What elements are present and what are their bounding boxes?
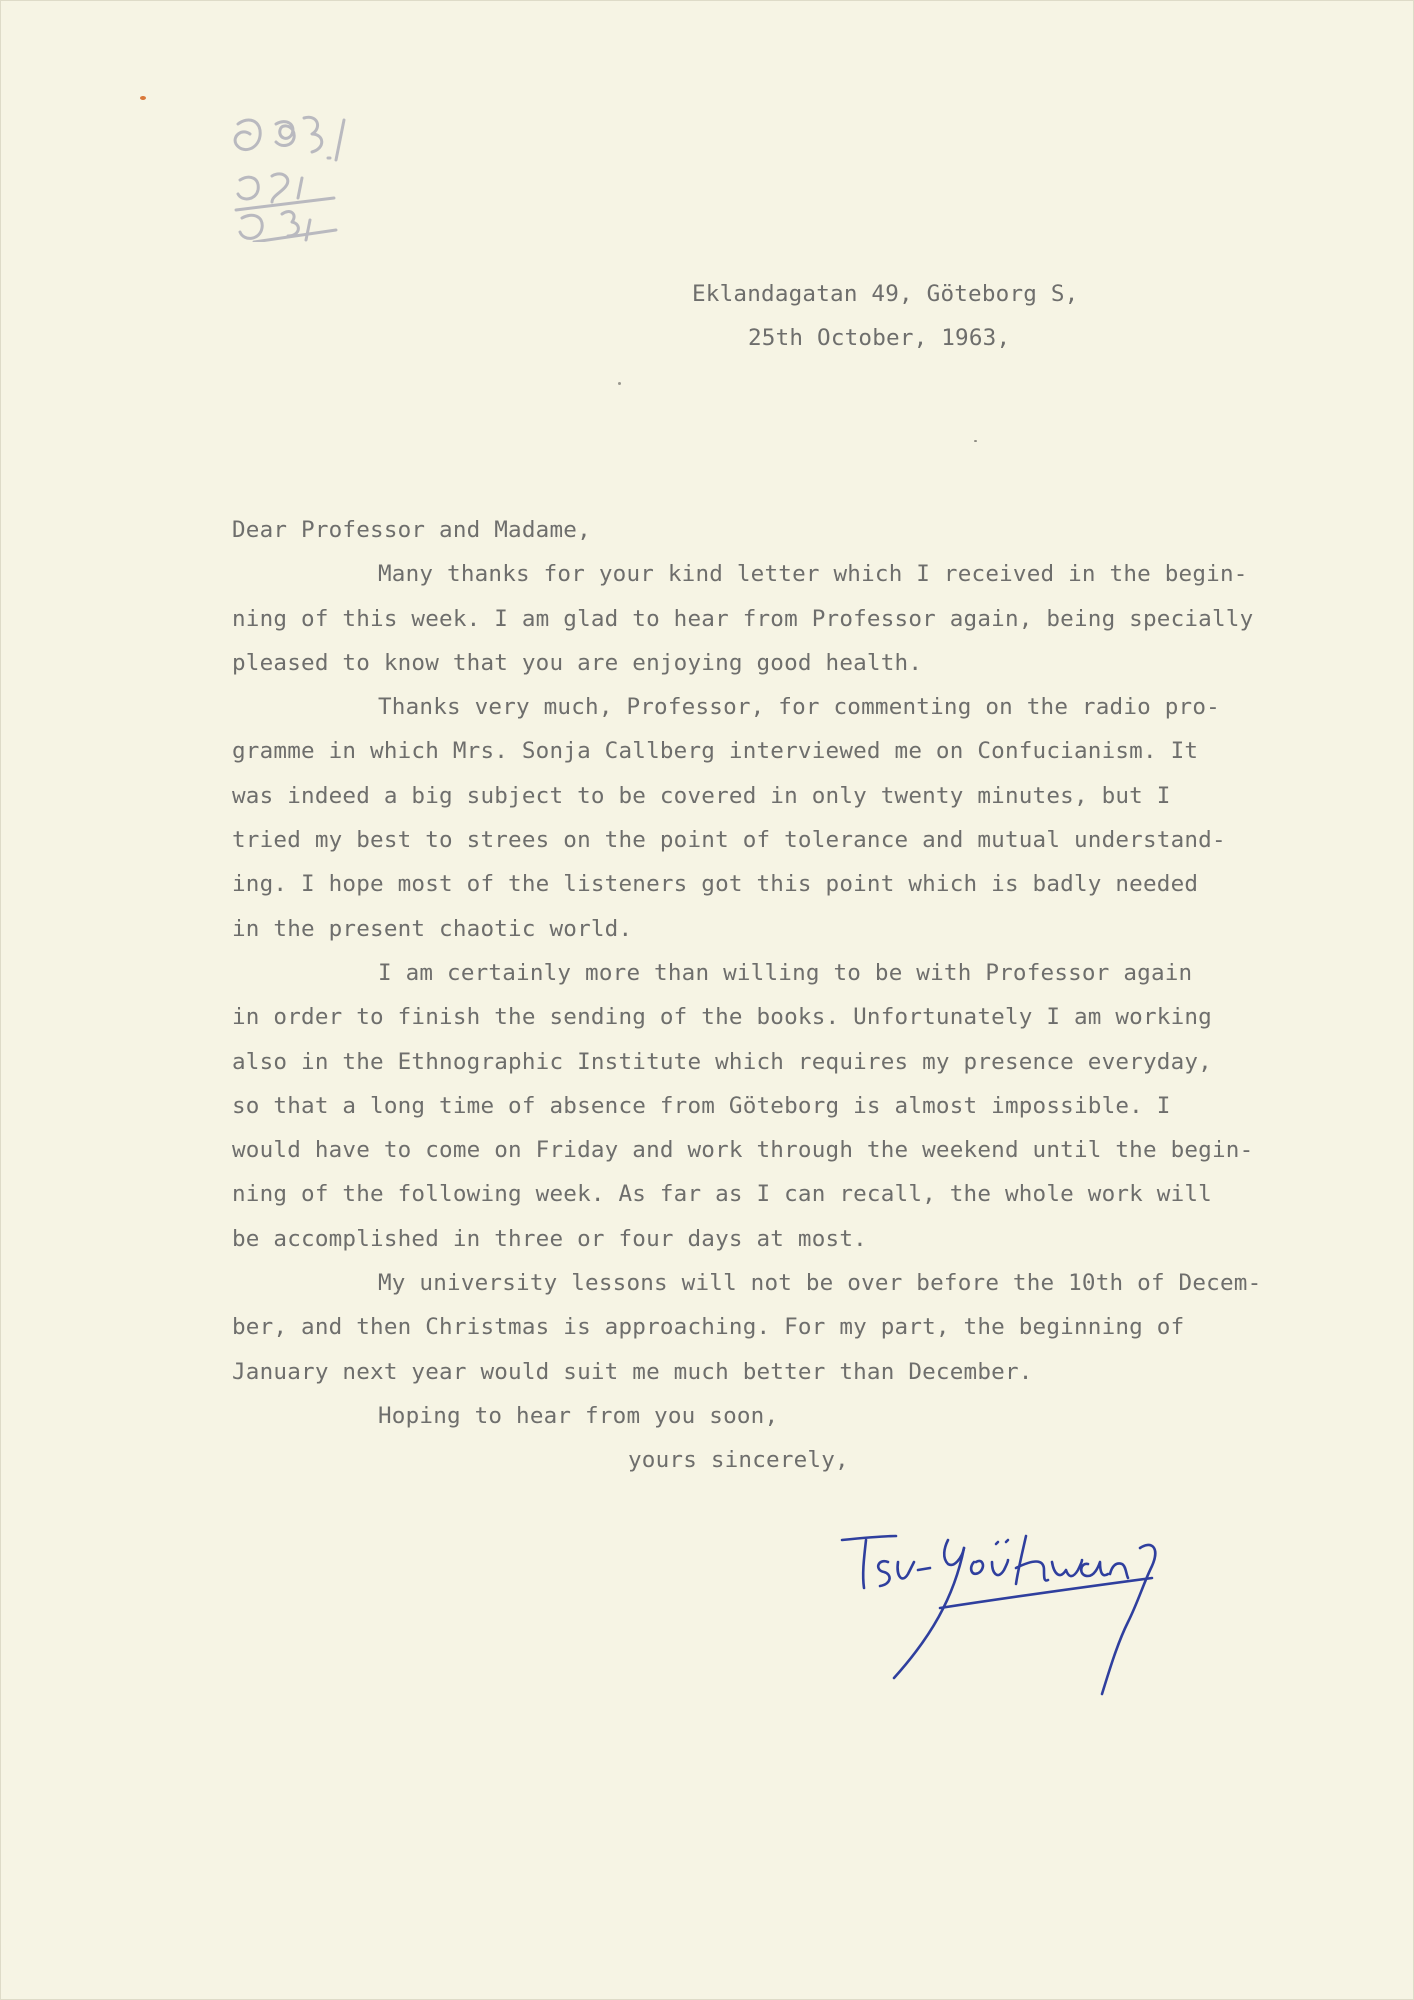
body-line: tried my best to strees on the point of tolerance and mutual understand- — [232, 827, 1226, 854]
body-line: ning of this week. I am glad to hear from Professor again, being specially — [232, 605, 1254, 632]
salutation: Dear Professor and Madame, — [232, 517, 591, 543]
body-line: My university lessons will not be over before the 10th of Decem- — [378, 1270, 1262, 1297]
body-line: also in the Ethnographic Institute which requires my presence everyday, — [232, 1048, 1212, 1075]
body-line: gramme in which Mrs. Sonja Callberg interviewed me on Confucianism. It — [232, 738, 1199, 765]
body-line: in order to finish the sending of the books. Unfortunately I am working — [232, 1004, 1212, 1031]
body-line: pleased to know that you are enjoying good health. — [232, 649, 923, 676]
body-line: ber, and then Christmas is approaching. For my part, the beginning of — [232, 1314, 1185, 1341]
sender-address: Eklandagatan 49, Göteborg S, — [692, 281, 1079, 307]
body-line: was indeed a big subject to be covered in only twenty minutes, but I — [232, 782, 1171, 809]
body-line: I am certainly more than willing to be with Professor again — [378, 959, 1193, 986]
body-line: would have to come on Friday and work through the weekend until the begin- — [232, 1137, 1254, 1164]
closing-greeting: Hoping to hear from you soon, — [378, 1402, 779, 1429]
handwritten-signature — [822, 1518, 1172, 1708]
letter-date: 25th October, 1963, — [748, 325, 1011, 351]
body-line: ning of the following week. As far as I can recall, the whole work will — [232, 1181, 1212, 1208]
letter-body — [232, 508, 1352, 1483]
sender-address-block — [692, 272, 1078, 360]
body-line: be accomplished in three or four days at most. — [232, 1225, 867, 1252]
body-line: in the present chaotic world. — [232, 915, 633, 942]
body-line: so that a long time of absence from Göteborg is almost impossible. I — [232, 1092, 1171, 1119]
paper-fleck-orange — [140, 96, 146, 100]
paper-fleck-dark-2 — [974, 440, 977, 442]
valediction: yours sincerely, — [628, 1447, 849, 1474]
body-line: January next year would suit me much better than December. — [232, 1358, 1033, 1385]
body-line: Many thanks for your kind letter which I received in the begin- — [378, 561, 1248, 588]
pencil-annotation — [232, 102, 352, 242]
body-line: Thanks very much, Professor, for commenting on the radio pro- — [378, 694, 1220, 721]
paper-fleck-dark — [618, 382, 621, 385]
body-line: ing. I hope most of the listeners got this point which is badly needed — [232, 871, 1199, 898]
